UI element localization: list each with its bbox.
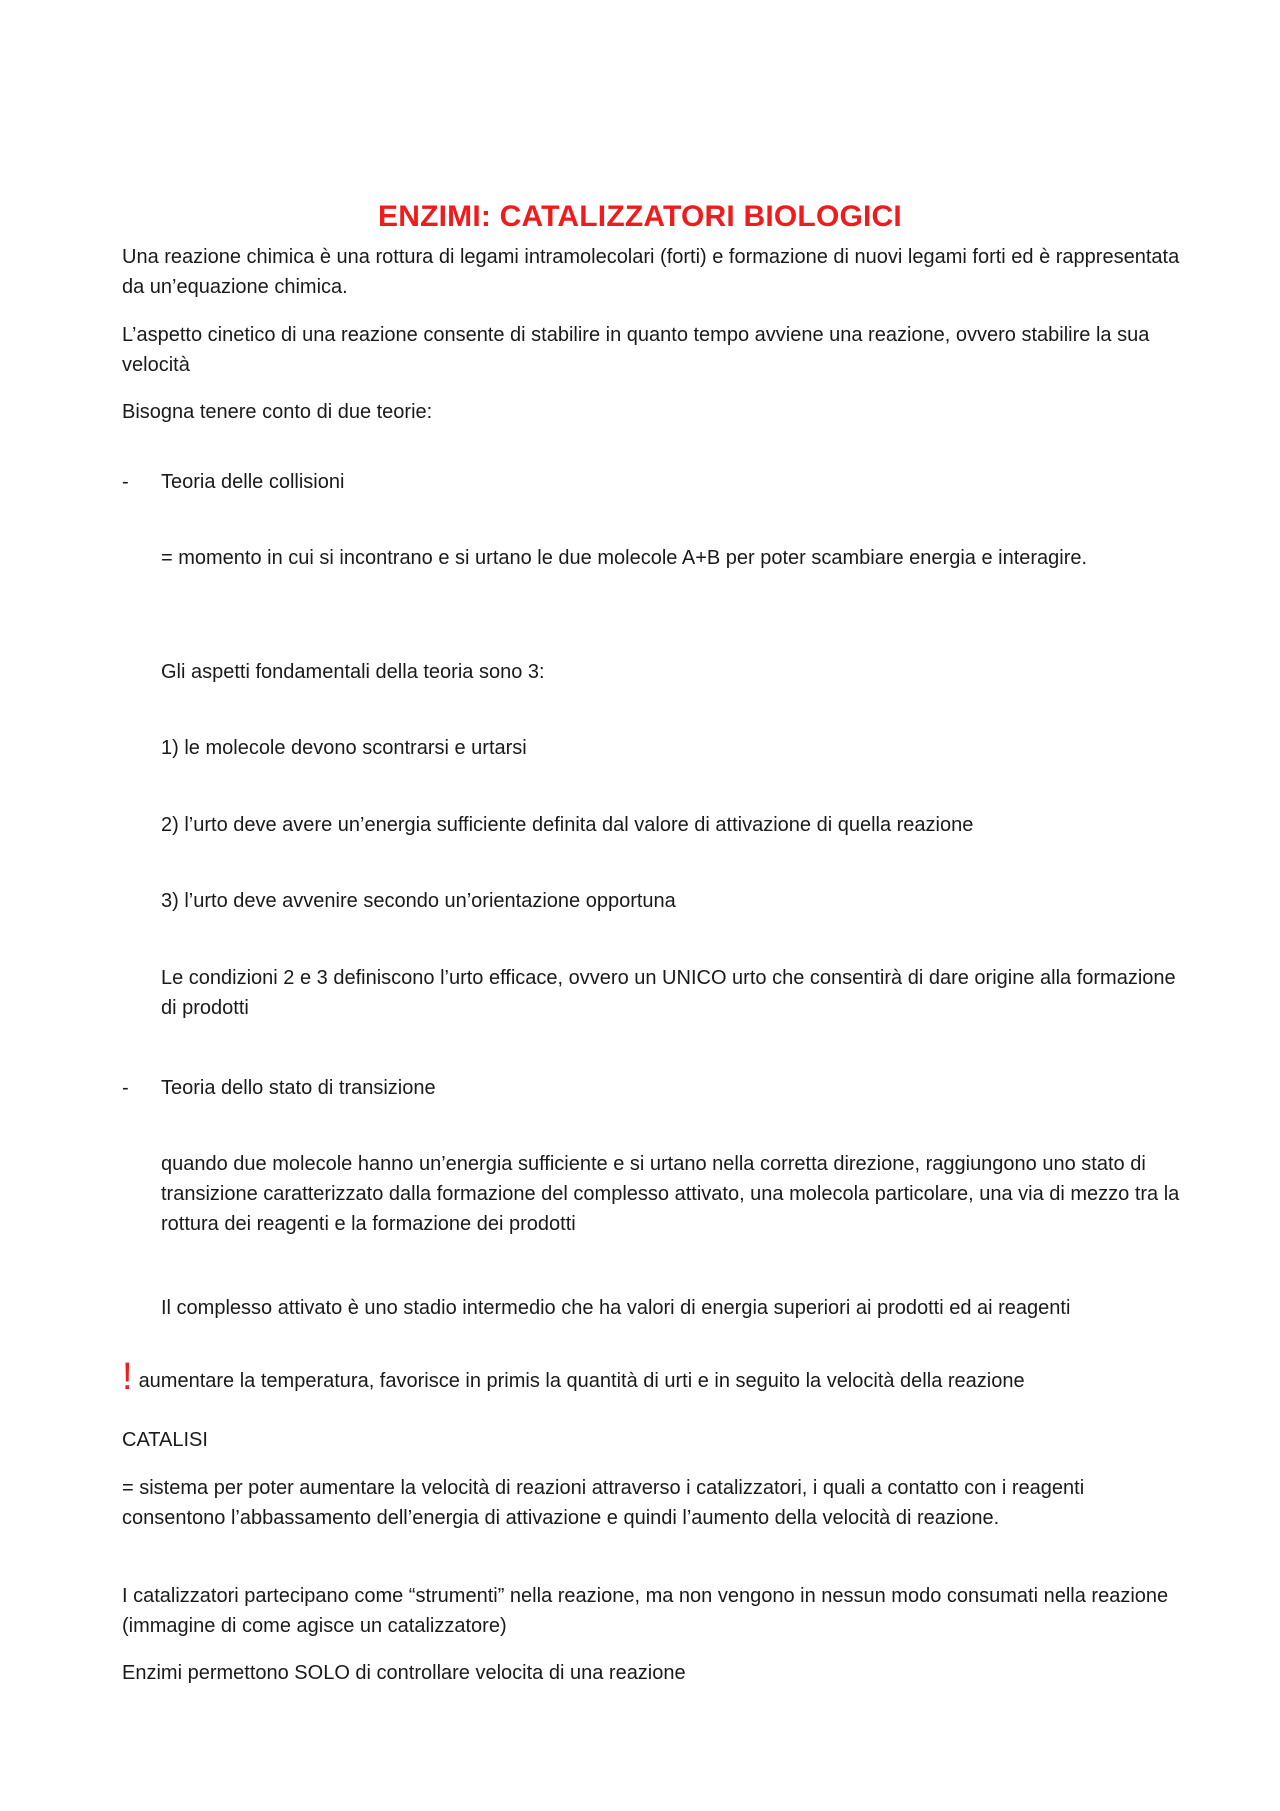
collisions-definition: = momento in cui si incontrano e si urtano le due molecole A+B per poter scambiare energia e interagire. [161,547,1088,569]
enzymes-paragraph: Enzimi permettono SOLO di controllare velocita di una reazione [122,1662,686,1684]
warning-text: aumentare la temperatura, favorisce in primis la quantità di urti e in seguito la velocità della reazione [138,1370,1025,1392]
kinetic-paragraph: L’aspetto cinetico di una reazione consente di stabilire in quanto tempo avviene una reazione, ovvero stabilire la sua velocità [122,324,1150,376]
exclamation-icon: ! [122,1356,133,1398]
aspect-1: 1) le molecole devono scontrarsi e urtarsi [161,737,527,759]
document-title: ENZIMI: CATALIZZATORI BIOLOGICI [378,200,902,233]
temperature-warning [122,1356,1202,1398]
aspect-2: 2) l’urto deve avere un’energia sufficiente definita dal valore di attivazione di quella reazione [161,814,974,836]
catalysts-paragraph: I catalizzatori partecipano come “strumenti” nella reazione, ma non vengono in nessun modo consumati nella reazione (immagine di come agisce un catalizzatore) [122,1585,1169,1637]
theories-intro: Bisogna tenere conto di due teorie: [122,401,433,423]
effective-collision-paragraph: Le condizioni 2 e 3 definiscono l’urto efficace, ovvero un UNICO urto che consentirà di dare origine alla formazione di prodotti [161,967,1176,1019]
aspect-3: 3) l’urto deve avvenire secondo un’orientazione opportuna [161,890,676,912]
list-item-collisions: Teoria delle collisioni [161,471,345,493]
aspects-intro: Gli aspetti fondamentali della teoria sono 3: [161,661,545,683]
list-item-transition-state: Teoria dello stato di transizione [161,1077,436,1099]
intro-paragraph: Una reazione chimica è una rottura di legami intramolecolari (forti) e formazione di nuovi legami forti ed è rappresentata da un’equazione chimica. [122,246,1180,298]
list-bullet: - [122,471,129,493]
activated-complex-note: Il complesso attivato è uno stadio intermedio che ha valori di energia superiori ai prodotti ed ai reagenti [161,1297,1071,1319]
transition-state-description: quando due molecole hanno un’energia sufficiente e si urtano nella corretta direzione, raggiungono uno stato di transizione caratterizzato dalla formazione del complesso attivato, una molecola particolare, una via di mezzo tra la rottura dei reagenti e la formazione dei prodotti [161,1153,1180,1235]
catalysis-definition: = sistema per poter aumentare la velocità di reazioni attraverso i catalizzatori, i quali a contatto con i reagenti consentono l’abbassamento dell’energia di attivazione e quindi l’aumento della velocità di reazione. [122,1477,1085,1529]
section-heading-catalisi: CATALISI [122,1429,208,1451]
list-bullet: - [122,1077,129,1099]
